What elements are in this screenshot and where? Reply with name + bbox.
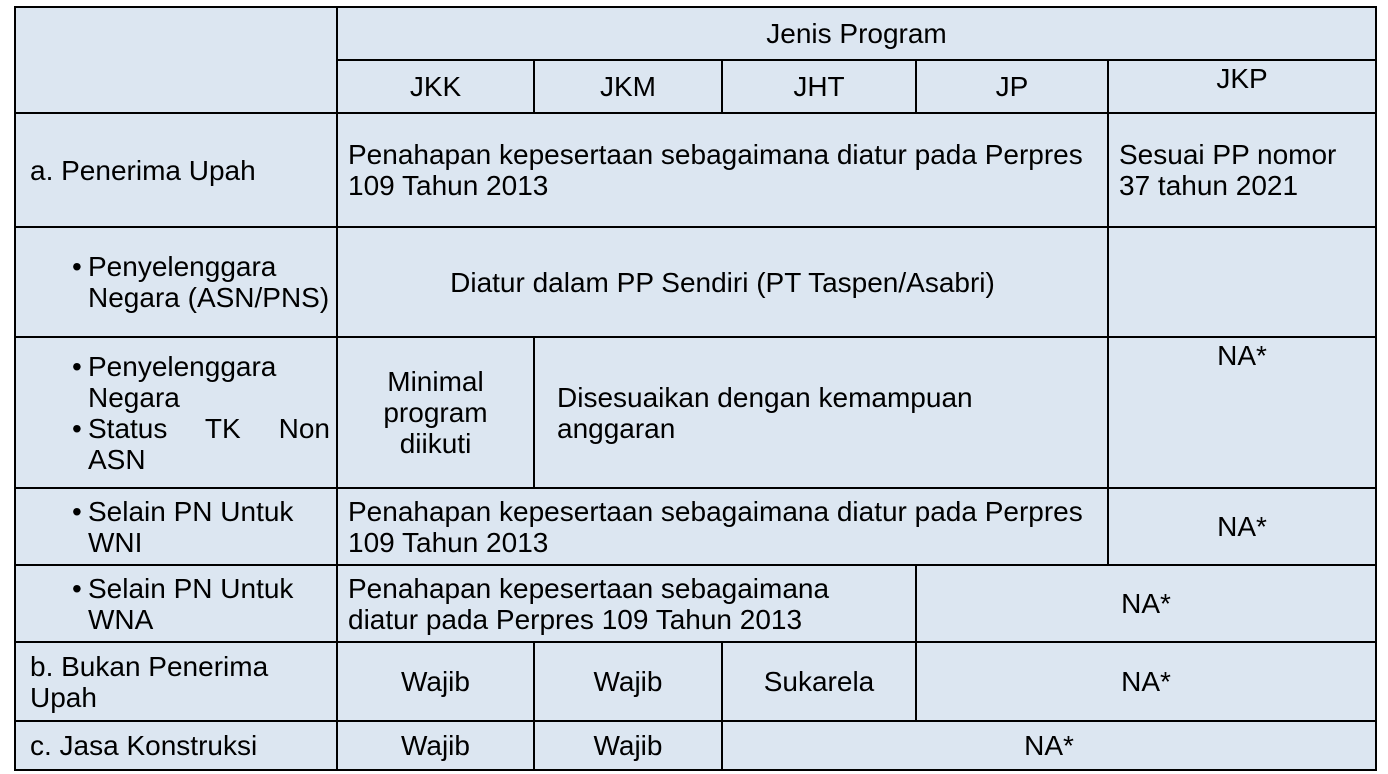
bullet-list xyxy=(16,251,330,313)
row-main-cell: Penahapan kepesertaan sebagaimana diatur pada Perpres 109 Tahun 2013 xyxy=(337,488,1108,565)
row-main-cell: Penahapan kepesertaan sebagaimana diatur pada Perpres 109 Tahun 2013 xyxy=(337,113,1108,227)
row-jasa-konstruksi xyxy=(15,721,1376,770)
header-col-jp: JP xyxy=(916,60,1108,113)
row-rest-cell: Disesuaikan dengan kemampuan anggaran xyxy=(534,337,1108,488)
row-label: c. Jasa Konstruksi xyxy=(15,721,337,770)
row-jkk-cell: Wajib xyxy=(337,642,534,721)
bullet-text: Penyelenggara Negara xyxy=(88,350,277,413)
bullet-list xyxy=(16,496,330,558)
bullet-item xyxy=(16,413,330,475)
row-jkp-cell: Sesuai PP nomor 37 tahun 2021 xyxy=(1108,113,1376,227)
row-bukan-penerima-upah xyxy=(15,642,1376,721)
row-jkp-cell: NA* xyxy=(1108,337,1376,488)
row-main-cell: Penahapan kepesertaan sebagaimana diatur pada Perpres 109 Tahun 2013 xyxy=(337,565,916,642)
bullet-item xyxy=(16,573,330,635)
header-col-jkm: JKM xyxy=(534,60,722,113)
header-col-jkp: JKP xyxy=(1108,60,1376,113)
row-jkm-cell: Wajib xyxy=(534,642,722,721)
bullet-item xyxy=(16,251,330,313)
header-jenis-program: Jenis Program xyxy=(337,7,1376,60)
row-selain-pn-wni xyxy=(15,488,1376,565)
bullet-text: Selain PN Untuk WNA xyxy=(88,572,294,635)
row-rest-cell: NA* xyxy=(722,721,1376,770)
bullet-icon: • xyxy=(72,251,82,282)
row-label xyxy=(15,227,337,337)
row-jkp-cell xyxy=(1108,227,1376,337)
row-penerima-upah xyxy=(15,113,1376,227)
row-jkk-cell: Wajib xyxy=(337,721,534,770)
header-col-jht: JHT xyxy=(722,60,916,113)
row-rest-cell: NA* xyxy=(916,565,1376,642)
row-label xyxy=(15,337,337,488)
bullet-text: Status TK Non ASN xyxy=(88,412,330,475)
bullet-text: Selain PN Untuk WNI xyxy=(88,495,294,558)
header-corner-cell xyxy=(15,7,337,113)
bullet-list xyxy=(16,573,330,635)
bullet-icon: • xyxy=(72,572,82,604)
row-pn-asn xyxy=(15,227,1376,337)
header-col-jkk: JKK xyxy=(337,60,534,113)
row-label xyxy=(15,565,337,642)
bullet-item xyxy=(16,351,330,413)
row-jkp-cell: NA* xyxy=(1108,488,1376,565)
bullet-icon: • xyxy=(72,350,82,382)
bullet-icon: • xyxy=(72,412,82,444)
row-jkm-cell: Wajib xyxy=(534,721,722,770)
row-label: b. Bukan Penerima Upah xyxy=(15,642,337,721)
bullet-item xyxy=(16,496,330,558)
row-main-cell: Diatur dalam PP Sendiri (PT Taspen/Asabri) xyxy=(337,227,1108,337)
row-selain-pn-wna xyxy=(15,565,1376,642)
row-jht-cell: Sukarela xyxy=(722,642,916,721)
header-row-group xyxy=(15,7,1376,60)
bullet-text: Penyelenggara Negara (ASN/PNS) xyxy=(88,251,330,313)
bullet-icon: • xyxy=(72,495,82,527)
bullet-list xyxy=(16,351,330,475)
row-pn-non-asn xyxy=(15,337,1376,488)
row-label xyxy=(15,488,337,565)
row-label: a. Penerima Upah xyxy=(15,113,337,227)
row-rest-cell: NA* xyxy=(916,642,1376,721)
row-jkk-cell: Minimal program diikuti xyxy=(337,337,534,488)
program-table xyxy=(14,6,1377,771)
